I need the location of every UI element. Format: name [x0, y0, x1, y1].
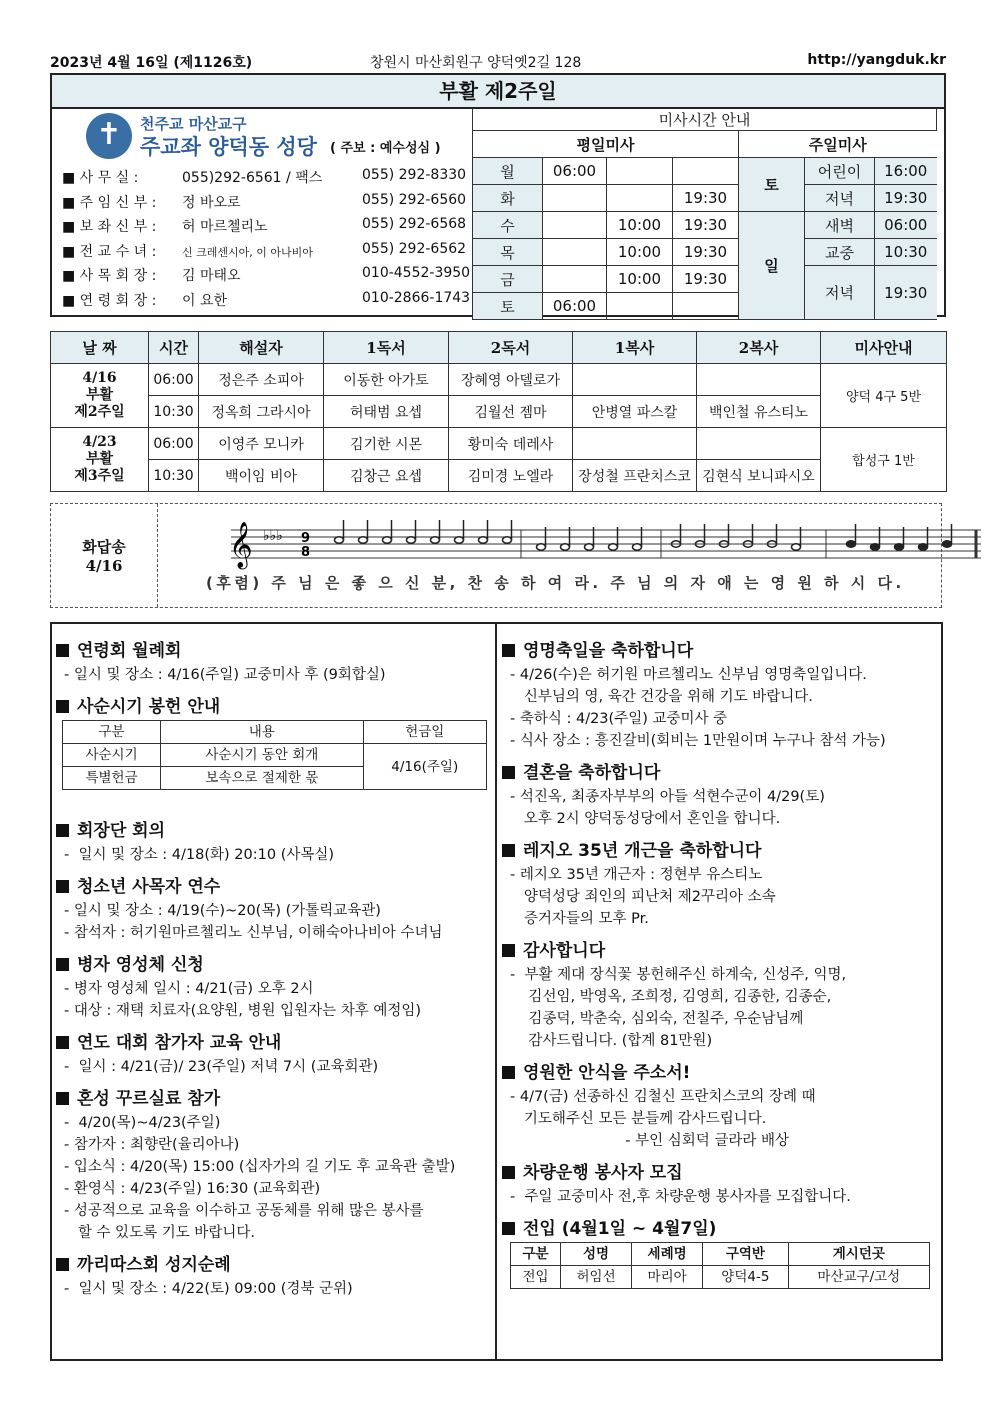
section-line: - 주일 교중미사 전,후 차량운행 봉사자를 모집합니다.	[510, 1189, 851, 1205]
table-cell: 사순시기 동안 회개	[161, 744, 363, 767]
svg-text:9: 9	[301, 531, 311, 546]
announcement-section	[56, 876, 489, 944]
section-line: - 석진옥, 최종자부부의 아들 석현수군이 4/29(토)	[510, 789, 825, 805]
contact-key: ■ 사 목 회 장 :	[62, 268, 157, 284]
section-line: - 일시 및 장소 : 4/18(화) 20:10 (사목실)	[64, 847, 335, 863]
table-header: 헌금일	[363, 721, 486, 744]
section-line: 신부님의 영, 육간 건강을 위해 기도 바랍니다.	[510, 689, 813, 705]
section-title	[56, 640, 489, 662]
mass-time: 19:30	[673, 212, 739, 239]
section-line: 증거자들의 모후 Pr.	[510, 911, 649, 927]
section-line: - 참가자 : 최향란(율리아나)	[64, 1137, 240, 1153]
section-title	[502, 940, 937, 962]
section-title	[502, 840, 937, 862]
contact-value: 허 마르첼리노	[182, 219, 268, 235]
section-line: - 일시 및 장소 : 4/16(주일) 교중미사 후 (9회합실)	[64, 667, 386, 683]
church-logo-icon: ✝	[86, 113, 132, 159]
liturgy-schedule-table	[50, 331, 947, 492]
section-title-text: 차량운행 봉사자 모집	[523, 1163, 683, 1183]
announcement-section	[502, 940, 937, 1052]
weekday-label: 금	[473, 266, 543, 293]
contact-value: 이 요한	[182, 292, 228, 309]
sunday-mass-name: 저녁	[805, 266, 875, 320]
section-title-text: 영원한 안식을 주소서!	[523, 1063, 691, 1083]
section-line: - 대상 : 재택 치료자(요양원, 병원 입원자는 차후 예정임)	[64, 1003, 422, 1019]
mass-time	[543, 239, 607, 266]
psalm-label: 화답송 4/16	[51, 504, 158, 607]
weekday-label: 월	[473, 158, 543, 185]
note-head	[895, 544, 904, 550]
section-title-text: 연도 대회 참가자 교육 안내	[77, 1033, 282, 1053]
section-line: - 4/20(목)~4/23(주일)	[64, 1115, 221, 1131]
church-info-box	[50, 109, 946, 317]
right-column	[498, 624, 941, 1299]
schedule-cell: 김미경 노엘라	[449, 460, 573, 492]
sunday-mass-name: 교중	[805, 239, 875, 266]
mass-time	[543, 185, 607, 212]
sunday-mass-name: 저녁	[805, 185, 875, 212]
sunday-label: 일	[739, 212, 805, 320]
column-header: 시간	[149, 332, 199, 364]
contact-phone: 055) 292-6568	[362, 216, 467, 232]
section-title	[502, 1062, 937, 1084]
note-head	[585, 544, 594, 550]
schedule-cell: 허태범 요셉	[324, 396, 449, 428]
contact-phone: 055) 292-8330	[362, 167, 467, 183]
schedule-cell: 김기한 시몬	[324, 428, 449, 460]
schedule-cell: 06:00	[149, 428, 199, 460]
mass-row	[473, 212, 937, 239]
mass-time: 19:30	[673, 185, 739, 212]
schedule-cell: 안병열 파스칼	[573, 396, 697, 428]
contact-row	[62, 167, 472, 192]
section-line: 김종덕, 박춘숙, 심외숙, 전칠주, 우순남님께	[510, 1011, 804, 1027]
table-header: 세례명	[632, 1243, 703, 1266]
contact-value: 정 바오로	[182, 194, 241, 211]
section-title	[56, 876, 489, 898]
mass-time: 06:00	[543, 158, 607, 185]
issue-date: 2023년 4월 16일 (제1126호)	[50, 55, 253, 71]
table-header-row	[511, 1243, 930, 1266]
mass-time: 10:00	[607, 266, 673, 293]
schedule-date: 4/23 부활 제3주일	[51, 428, 149, 492]
note-head	[609, 544, 618, 550]
table-header: 내용	[161, 721, 363, 744]
section-line: 김선임, 박영옥, 조희정, 김영희, 김종한, 김종순,	[510, 989, 832, 1005]
contact-phone: 010-2866-1743	[362, 289, 471, 306]
note-head	[455, 537, 464, 543]
schedule-cell: 김창근 요셉	[324, 460, 449, 492]
section-line: - 4/7(금) 선종하신 김철신 프란치스코의 장례 때	[510, 1089, 816, 1105]
section-line: - 식사 장소 : 흥진갈비(회비는 1만원이며 누구나 참석 가능)	[510, 733, 886, 749]
section-title	[56, 954, 489, 976]
schedule-cell: 황미숙 데레사	[449, 428, 573, 460]
weekday-label: 수	[473, 212, 543, 239]
contact-row	[62, 216, 472, 241]
section-line: - 성공적으로 교육을 이수하고 공동체를 위해 많은 봉사를	[64, 1203, 424, 1219]
mass-guide: 양덕 4구 5반	[821, 364, 947, 428]
section-line: 기도해주신 모든 분들께 감사드립니다.	[510, 1111, 767, 1127]
mass-row	[473, 239, 937, 266]
section-line: - 병자 영성체 일시 : 4/21(금) 오후 2시	[64, 981, 314, 997]
table-header: 구역반	[703, 1243, 789, 1266]
section-title-text: 병자 영성체 신청	[77, 955, 204, 975]
square-bullet-icon	[502, 1066, 515, 1079]
note-head	[792, 544, 801, 550]
section-table	[62, 720, 487, 790]
column-header: 2독서	[449, 332, 573, 364]
note-head	[847, 541, 856, 547]
contact-phone: 055) 292-6562	[362, 240, 467, 257]
section-title-text: 청소년 사목자 연수	[77, 877, 221, 897]
section-line: - 레지오 35년 개근자 : 정현부 유스티노	[510, 867, 763, 883]
contact-list	[62, 167, 472, 314]
sunday-mass-name: 어린이	[805, 158, 875, 185]
mass-time	[607, 185, 673, 212]
table-cell: 마리아	[632, 1266, 703, 1289]
mass-time: 06:00	[543, 293, 607, 320]
contact-row	[62, 192, 472, 217]
weekday-mass-title: 평일미사	[473, 131, 739, 158]
schedule-cell: 장혜영 아델로가	[449, 364, 573, 396]
schedule-cell	[697, 428, 821, 460]
contact-value: 055)292-6561 / 팩스	[182, 170, 323, 186]
note-head	[561, 544, 570, 550]
mass-time: 10:00	[607, 212, 673, 239]
table-cell: 4/16(주일)	[363, 744, 486, 790]
announcement-section	[56, 696, 489, 790]
square-bullet-icon	[56, 1092, 69, 1105]
contact-key: ■ 주 임 신 부 :	[62, 194, 157, 211]
table-cell: 양덕4-5	[703, 1266, 789, 1289]
section-title-text: 사순시기 봉헌 안내	[77, 697, 221, 717]
column-header: 1복사	[573, 332, 697, 364]
square-bullet-icon	[56, 700, 69, 713]
table-header: 구분	[511, 1243, 561, 1266]
section-line: 할 수 있도록 기도 바랍니다.	[64, 1225, 255, 1241]
schedule-cell: 김월선 젬마	[449, 396, 573, 428]
note-head	[943, 541, 952, 547]
note-head	[537, 544, 546, 550]
square-bullet-icon	[502, 944, 515, 957]
contact-row	[62, 241, 472, 266]
section-title	[56, 1032, 489, 1054]
contact-value: 김 마태오	[182, 268, 241, 284]
table-cell: 보속으로 절제한 몫	[161, 767, 363, 790]
schedule-cell: 이영주 모니카	[199, 428, 324, 460]
mass-row	[473, 266, 937, 293]
section-title-text: 혼성 꾸르실료 참가	[77, 1089, 221, 1109]
note-head	[383, 537, 392, 543]
schedule-cell	[573, 364, 697, 396]
contact-key: ■ 사 무 실 :	[62, 170, 139, 186]
announcement-section	[56, 1254, 489, 1300]
note-head	[407, 537, 416, 543]
square-bullet-icon	[502, 1222, 515, 1235]
section-title	[56, 1254, 489, 1276]
church-name: 주교좌 양덕동 성당	[140, 135, 317, 159]
left-column	[52, 624, 497, 1359]
section-line: - 부인 심회덕 글라라 배상	[510, 1133, 789, 1149]
treble-clef-icon: 𝄞	[229, 522, 253, 568]
column-header: 1독서	[324, 332, 449, 364]
square-bullet-icon	[502, 766, 515, 779]
section-title-text: 전입 (4월1일 ~ 4월7일)	[523, 1219, 717, 1239]
sunday-mass-time: 10:30	[875, 239, 937, 266]
square-bullet-icon	[56, 880, 69, 893]
sunday-mass-name: 새벽	[805, 212, 875, 239]
column-header: 해설자	[199, 332, 324, 364]
schedule-cell	[697, 364, 821, 396]
section-line: - 일시 및 장소 : 4/19(수)~20(목) (가톨릭교육관)	[64, 903, 381, 919]
psalm-lyric: (후렴) 주 님 은 좋 으 신 분, 찬 송 하 여 라. 주 님 의 자 애 는 영 원 하 시 다.	[206, 574, 905, 592]
table-cell: 허임선	[561, 1266, 632, 1289]
note-head	[431, 537, 440, 543]
table-header: 성명	[561, 1243, 632, 1266]
note-head	[919, 544, 928, 550]
section-title	[56, 820, 489, 842]
mass-heading: 미사시간 안내	[473, 109, 937, 131]
table-row	[51, 428, 947, 460]
contact-phone: 055) 292-6560	[362, 191, 467, 208]
schedule-cell: 백인철 유스티노	[697, 396, 821, 428]
note-head	[503, 537, 512, 543]
saturday-label: 토	[739, 158, 805, 212]
square-bullet-icon	[502, 644, 515, 657]
announcement-section	[502, 1162, 937, 1208]
section-title	[502, 1218, 937, 1240]
section-line: 양덕성당 죄인의 피난처 제2꾸리아 소속	[510, 889, 776, 905]
square-bullet-icon	[56, 1036, 69, 1049]
announcement-section	[502, 1218, 937, 1289]
square-bullet-icon	[56, 644, 69, 657]
table-cell: 전입	[511, 1266, 561, 1289]
announcement-section	[502, 1062, 937, 1152]
announcement-section	[56, 1032, 489, 1078]
section-line: - 환영식 : 4/23(주일) 16:30 (교육회관)	[64, 1181, 321, 1197]
section-title-text: 연령회 월례회	[77, 641, 182, 661]
schedule-cell: 10:30	[149, 396, 199, 428]
schedule-cell: 06:00	[149, 364, 199, 396]
table-row	[51, 460, 947, 492]
table-cell: 특별헌금	[63, 767, 161, 790]
sunday-mass-time: 19:30	[875, 266, 937, 320]
table-row	[63, 744, 487, 767]
weekday-label: 토	[473, 293, 543, 320]
mass-row	[473, 185, 937, 212]
table-row	[51, 364, 947, 396]
table-header-row	[63, 721, 487, 744]
section-title-text: 영명축일을 축하합니다	[523, 641, 694, 661]
square-bullet-icon	[502, 844, 515, 857]
section-line: - 축하식 : 4/23(주일) 교중미사 중	[510, 711, 728, 727]
section-line: - 입소식 : 4/20(목) 15:00 (십자가의 길 기도 후 교육관 출발)	[64, 1159, 456, 1175]
sunday-mass-time: 06:00	[875, 212, 937, 239]
schedule-cell: 이동한 아가토	[324, 364, 449, 396]
note-head	[871, 544, 880, 550]
mass-guide: 합성구 1반	[821, 428, 947, 492]
contact-key: ■ 연 령 회 장 :	[62, 292, 157, 309]
section-line: - 부활 제대 장식꽃 봉헌해주신 하계숙, 신성주, 익명,	[510, 967, 847, 983]
section-title	[56, 1088, 489, 1110]
header-line	[50, 50, 946, 72]
section-title-text: 결혼을 축하합니다	[523, 763, 661, 783]
announcement-section	[56, 1088, 489, 1244]
mass-row	[473, 158, 937, 185]
mass-time: 19:30	[673, 239, 739, 266]
square-bullet-icon	[56, 1258, 69, 1271]
table-row	[51, 396, 947, 428]
table-row	[511, 1266, 930, 1289]
section-title	[502, 1162, 937, 1184]
schedule-date: 4/16 부활 제2주일	[51, 364, 149, 428]
square-bullet-icon	[56, 958, 69, 971]
section-line: - 참석자 : 허기원마르첼리노 신부님, 이해숙아나비아 수녀님	[64, 925, 443, 941]
mass-time: 19:30	[673, 266, 739, 293]
schedule-cell: 정옥희 그라시아	[199, 396, 324, 428]
website-link[interactable]: http://yangduk.kr	[807, 52, 946, 68]
section-line: - 일시 및 장소 : 4/22(토) 09:00 (경북 군위)	[64, 1281, 353, 1297]
announcement-section	[502, 640, 937, 752]
section-line: - 4/26(수)은 허기원 마르첼리노 신부님 영명축일입니다.	[510, 667, 867, 683]
square-bullet-icon	[56, 824, 69, 837]
note-head	[359, 537, 368, 543]
section-table	[510, 1242, 930, 1289]
section-title	[502, 640, 937, 662]
responsorial-psalm	[50, 503, 942, 608]
page-title: 부활 제2주일	[50, 73, 946, 109]
table-cell: 마산교구/고성	[788, 1266, 929, 1289]
announcement-section	[56, 820, 489, 866]
note-head	[633, 544, 642, 550]
church-address: 창원시 마산회원구 양덕옛2길 128	[370, 55, 582, 71]
svg-text:♭♭♭: ♭♭♭	[263, 528, 283, 544]
diocese-name: 천주교 마산교구	[140, 115, 247, 133]
announcements	[50, 622, 943, 1361]
announcement-section	[56, 640, 489, 686]
contact-row	[62, 290, 472, 315]
section-title-text: 감사합니다	[523, 941, 606, 961]
schedule-cell: 10:30	[149, 460, 199, 492]
announcement-section	[502, 840, 937, 930]
patron: ( 주보 : 예수성심 )	[330, 141, 441, 156]
schedule-cell: 장성철 프란치스코	[573, 460, 697, 492]
table-header: 구분	[63, 721, 161, 744]
schedule-cell: 정은주 소피아	[199, 364, 324, 396]
column-header: 미사안내	[821, 332, 947, 364]
weekday-label: 화	[473, 185, 543, 212]
section-title	[502, 762, 937, 784]
contact-phone: 010-4552-3950	[362, 265, 471, 281]
note-head	[479, 537, 488, 543]
mass-times-table	[472, 109, 937, 320]
sunday-mass-time: 16:00	[875, 158, 937, 185]
weekday-label: 목	[473, 239, 543, 266]
schedule-cell: 김현식 보니파시오	[697, 460, 821, 492]
section-line: 감사드립니다. (합계 81만원)	[510, 1033, 713, 1049]
contact-row	[62, 265, 472, 290]
contact-key: ■ 보 좌 신 부 :	[62, 219, 157, 235]
announcement-section	[502, 762, 937, 830]
mass-time: 10:00	[607, 239, 673, 266]
announcement-section	[56, 954, 489, 1022]
section-title-text: 레지오 35년 개근을 축하합니다	[523, 841, 762, 861]
column-header: 날 짜	[51, 332, 149, 364]
schedule-cell: 백이임 비아	[199, 460, 324, 492]
square-bullet-icon	[502, 1166, 515, 1179]
mass-time	[673, 158, 739, 185]
note-head	[335, 537, 344, 543]
section-title	[56, 696, 489, 718]
contact-value: 신 크레센시아, 이 아나비아	[182, 245, 313, 259]
contact-key: ■ 전 교 수 녀 :	[62, 243, 157, 260]
section-title-text: 까리따스회 성지순례	[77, 1255, 231, 1275]
svg-text:8: 8	[301, 545, 311, 560]
mass-time	[543, 266, 607, 293]
mass-time	[607, 158, 673, 185]
schedule-cell	[573, 428, 697, 460]
mass-time	[673, 293, 739, 320]
section-title-text: 회장단 회의	[77, 821, 166, 841]
table-cell: 사순시기	[63, 744, 161, 767]
mass-time	[543, 212, 607, 239]
sunday-mass-time: 19:30	[875, 185, 937, 212]
mass-time	[607, 293, 673, 320]
table-header: 게시던곳	[788, 1243, 929, 1266]
music-staff	[171, 516, 983, 574]
column-header: 2복사	[697, 332, 821, 364]
section-line: - 일시 : 4/21(금)/ 23(주일) 저녁 7시 (교육회관)	[64, 1059, 379, 1075]
sunday-mass-title: 주일미사	[739, 131, 937, 158]
section-line: 오후 2시 양덕동성당에서 혼인을 합니다.	[510, 811, 781, 827]
